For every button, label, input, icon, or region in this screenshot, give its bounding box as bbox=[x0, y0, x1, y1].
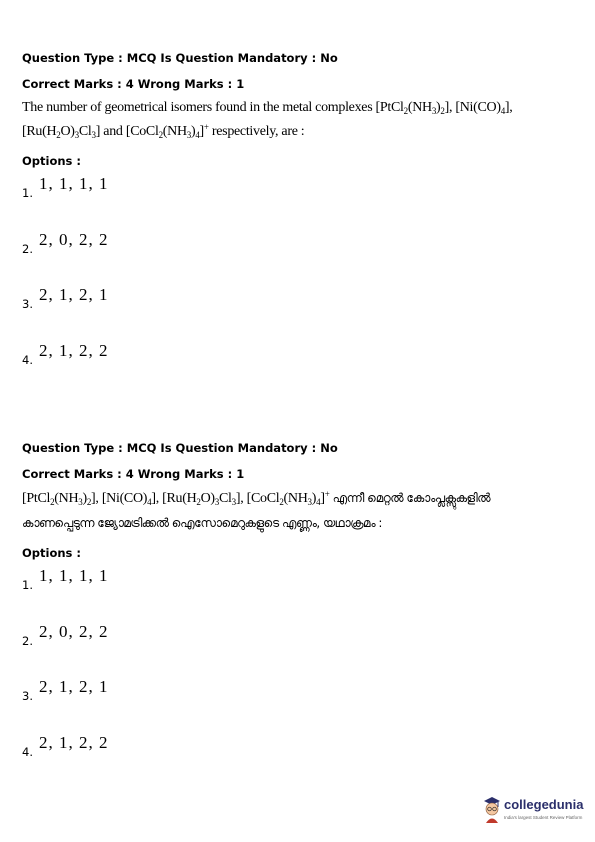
option-value: 2, 1, 2, 1 bbox=[39, 285, 109, 304]
question-text-mal-2: കാണപ്പെടുന്ന ജ്യോമട്രിക്കൽ ഐസോമെറുകളുടെ എണ്ണം, യഥാക്രമം : bbox=[22, 516, 382, 530]
logo-tagline: India's largest Student Review Platform bbox=[504, 815, 583, 820]
option-number: 2. bbox=[22, 242, 33, 256]
option-2[interactable] bbox=[22, 230, 222, 260]
option-1[interactable] bbox=[22, 174, 222, 204]
option-3[interactable] bbox=[22, 285, 222, 315]
options-list bbox=[22, 168, 567, 368]
collegedunia-logo[interactable] bbox=[482, 795, 592, 827]
formula-cocl2: $[CoCl_2(NH_3)_4]^+$ bbox=[125, 122, 209, 140]
question-type-line: Question Type : MCQ Is Question Mandatory : No bbox=[22, 441, 338, 455]
question-2 bbox=[22, 441, 567, 760]
question-tail: respectively, are : bbox=[211, 124, 305, 139]
option-value: 2, 0, 2, 2 bbox=[39, 622, 109, 641]
option-number: 4. bbox=[22, 353, 33, 367]
options-list bbox=[22, 560, 567, 760]
option-number: 3. bbox=[22, 689, 33, 703]
option-number: 3. bbox=[22, 297, 33, 311]
student-mascot-icon bbox=[482, 795, 502, 825]
option-4[interactable] bbox=[22, 341, 222, 371]
option-number: 1. bbox=[22, 578, 33, 592]
formula-nico4: $[Ni(CO)_4]$, bbox=[101, 491, 159, 507]
option-number: 2. bbox=[22, 634, 33, 648]
options-label: Options : bbox=[22, 154, 81, 168]
option-value: 2, 1, 2, 2 bbox=[39, 341, 109, 360]
conjunction: and bbox=[103, 124, 123, 139]
option-number: 4. bbox=[22, 745, 33, 759]
question-text-mal-1: എന്നീ മെറ്റൽ കോംപ്ലക്സുകളിൽ bbox=[332, 491, 491, 505]
option-2[interactable] bbox=[22, 622, 222, 652]
formula-nico4: $[Ni(CO)_4]$, bbox=[455, 100, 513, 116]
formula-ruh2o: $[Ru(H_2O)_3Cl_3]$, bbox=[162, 491, 244, 507]
question-1 bbox=[22, 51, 567, 368]
question-text bbox=[22, 486, 567, 536]
formula-ptcl2nh3: $[PtCl_2(NH_3)_2]$, bbox=[22, 491, 99, 507]
option-value: 1, 1, 1, 1 bbox=[39, 174, 109, 193]
question-type-line: Question Type : MCQ Is Question Mandatory : No bbox=[22, 51, 338, 65]
options-label: Options : bbox=[22, 546, 81, 560]
formula-cocl2: $[CoCl_2(NH_3)_4]^+$ bbox=[246, 489, 330, 507]
question-intro: The number of geometrical isomers found in the metal complexes bbox=[22, 100, 373, 115]
option-value: 1, 1, 1, 1 bbox=[39, 566, 109, 585]
formula-ruh2o: $[Ru(H_2O)_3Cl_3]$ bbox=[22, 124, 101, 140]
marks-line: Correct Marks : 4 Wrong Marks : 1 bbox=[22, 467, 245, 481]
marks-line: Correct Marks : 4 Wrong Marks : 1 bbox=[22, 77, 245, 91]
option-number: 1. bbox=[22, 186, 33, 200]
option-3[interactable] bbox=[22, 677, 222, 707]
formula-ptcl2nh3: $[PtCl_2(NH_3)_2]$, bbox=[375, 100, 453, 116]
option-value: 2, 1, 2, 2 bbox=[39, 733, 109, 752]
question-text bbox=[22, 96, 567, 144]
option-1[interactable] bbox=[22, 566, 222, 596]
option-4[interactable] bbox=[22, 733, 222, 763]
option-value: 2, 0, 2, 2 bbox=[39, 230, 109, 249]
option-value: 2, 1, 2, 1 bbox=[39, 677, 109, 696]
logo-name: collegedunia bbox=[504, 797, 584, 812]
